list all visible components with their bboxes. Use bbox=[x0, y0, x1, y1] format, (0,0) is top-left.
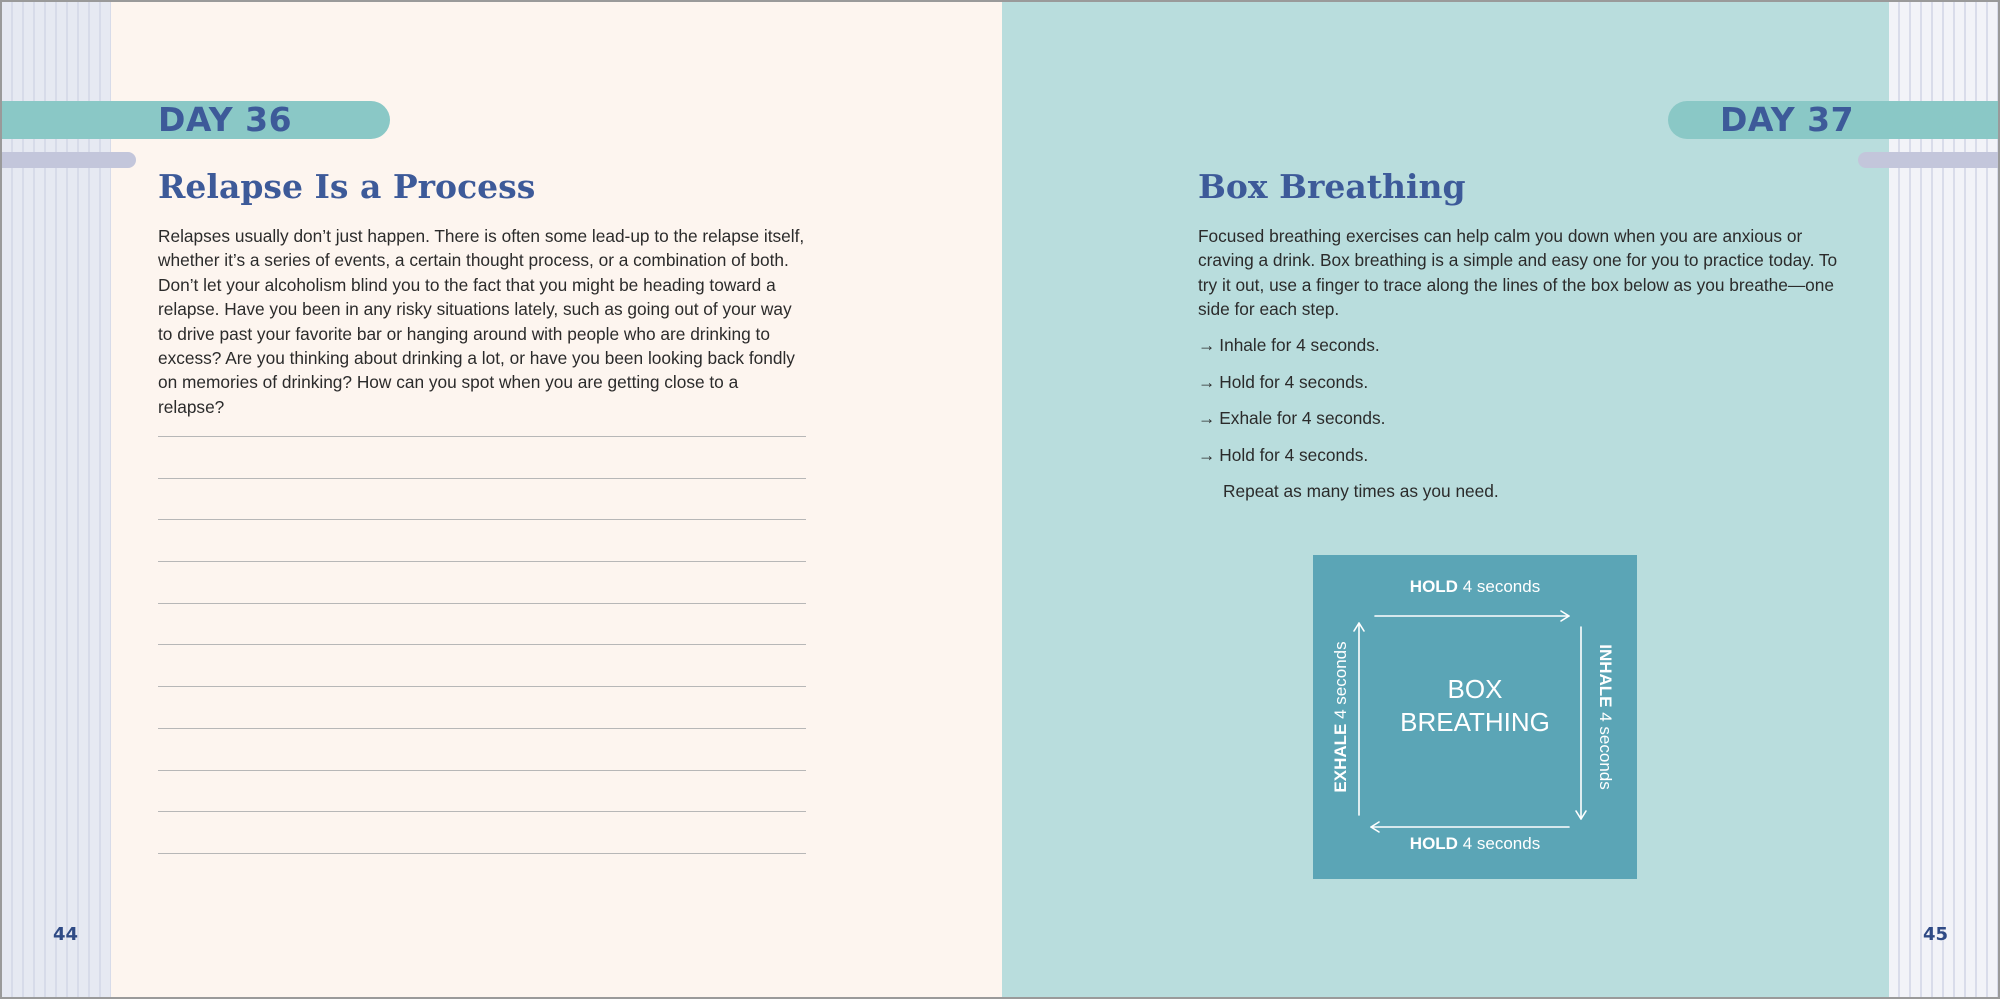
box-label-right: INHALE 4 seconds bbox=[1596, 644, 1615, 790]
writing-line bbox=[158, 770, 806, 771]
left-page-title: Relapse Is a Process bbox=[158, 167, 536, 206]
page-number-left: 44 bbox=[53, 924, 79, 945]
writing-line bbox=[158, 728, 806, 729]
arrow-right-icon: → bbox=[1198, 444, 1216, 465]
box-label-top: HOLD 4 seconds bbox=[1409, 577, 1541, 596]
writing-line bbox=[158, 644, 806, 645]
right-page-title: Box Breathing bbox=[1198, 167, 1466, 206]
step-item bbox=[1198, 370, 1385, 407]
arrow-right-icon: → bbox=[1198, 371, 1216, 392]
page-number-right: 45 bbox=[1923, 924, 1949, 945]
step-item bbox=[1198, 406, 1385, 443]
step-text: Inhale for 4 seconds. bbox=[1219, 335, 1380, 355]
breathing-steps bbox=[1198, 333, 1385, 479]
box-center-title: BOX BREATHING bbox=[1400, 674, 1550, 737]
left-page bbox=[2, 2, 1002, 999]
writing-line bbox=[158, 853, 806, 854]
box-breathing-diagram bbox=[1313, 555, 1637, 879]
accent-bar-left bbox=[2, 152, 136, 168]
writing-line bbox=[158, 811, 806, 812]
day-label-right: DAY 37 bbox=[1720, 100, 1855, 139]
arrow-right-icon: → bbox=[1198, 408, 1216, 428]
day-tab-right bbox=[1668, 101, 2000, 139]
step-item bbox=[1198, 443, 1385, 480]
writing-line bbox=[158, 436, 806, 437]
step-item bbox=[1198, 333, 1385, 370]
writing-line bbox=[158, 561, 806, 562]
step-text: Exhale for 4 seconds. bbox=[1219, 408, 1386, 428]
repeat-instruction: Repeat as many times as you need. bbox=[1223, 481, 1499, 501]
journal-writing-lines[interactable] bbox=[158, 436, 806, 895]
box-label-bottom: HOLD 4 seconds bbox=[1409, 834, 1541, 853]
left-page-body: Relapses usually don’t just happen. There is often some lead-up to the relapse itself, whether it’s a series of events, a certain thought process, or a combination of both. Don’t let your alcoholism blind you to the fact that you might be heading toward a relapse. Have you been in any risky situations lately, such as going out of your way to drive past your favorite bar or hanging around with people who are drinking to excess? Are you thinking about drinking a lot, or have you been looking back fondly on memories of drinking? How can you spot when you are getting close to a relapse? bbox=[158, 226, 805, 417]
accent-bar-right bbox=[1858, 152, 2000, 168]
right-page-body: Focused breathing exercises can help calm you down when you are anxious or craving a drink. Box breathing is a simple and easy one for you to practice today. To try it out, use a finger to trace along the lines of the box below as you breathe—one side for each step. bbox=[1198, 226, 1838, 320]
day-label-left: DAY 36 bbox=[158, 100, 293, 139]
writing-line bbox=[158, 519, 806, 520]
day-tab-left bbox=[2, 101, 390, 139]
writing-line bbox=[158, 686, 806, 687]
box-label-left: EXHALE 4 seconds bbox=[1331, 641, 1350, 793]
arrow-right-icon: → bbox=[1198, 335, 1216, 355]
writing-line bbox=[158, 478, 806, 479]
writing-line bbox=[158, 603, 806, 604]
step-text: Hold for 4 seconds. bbox=[1219, 371, 1369, 392]
step-text: Hold for 4 seconds. bbox=[1219, 444, 1369, 465]
